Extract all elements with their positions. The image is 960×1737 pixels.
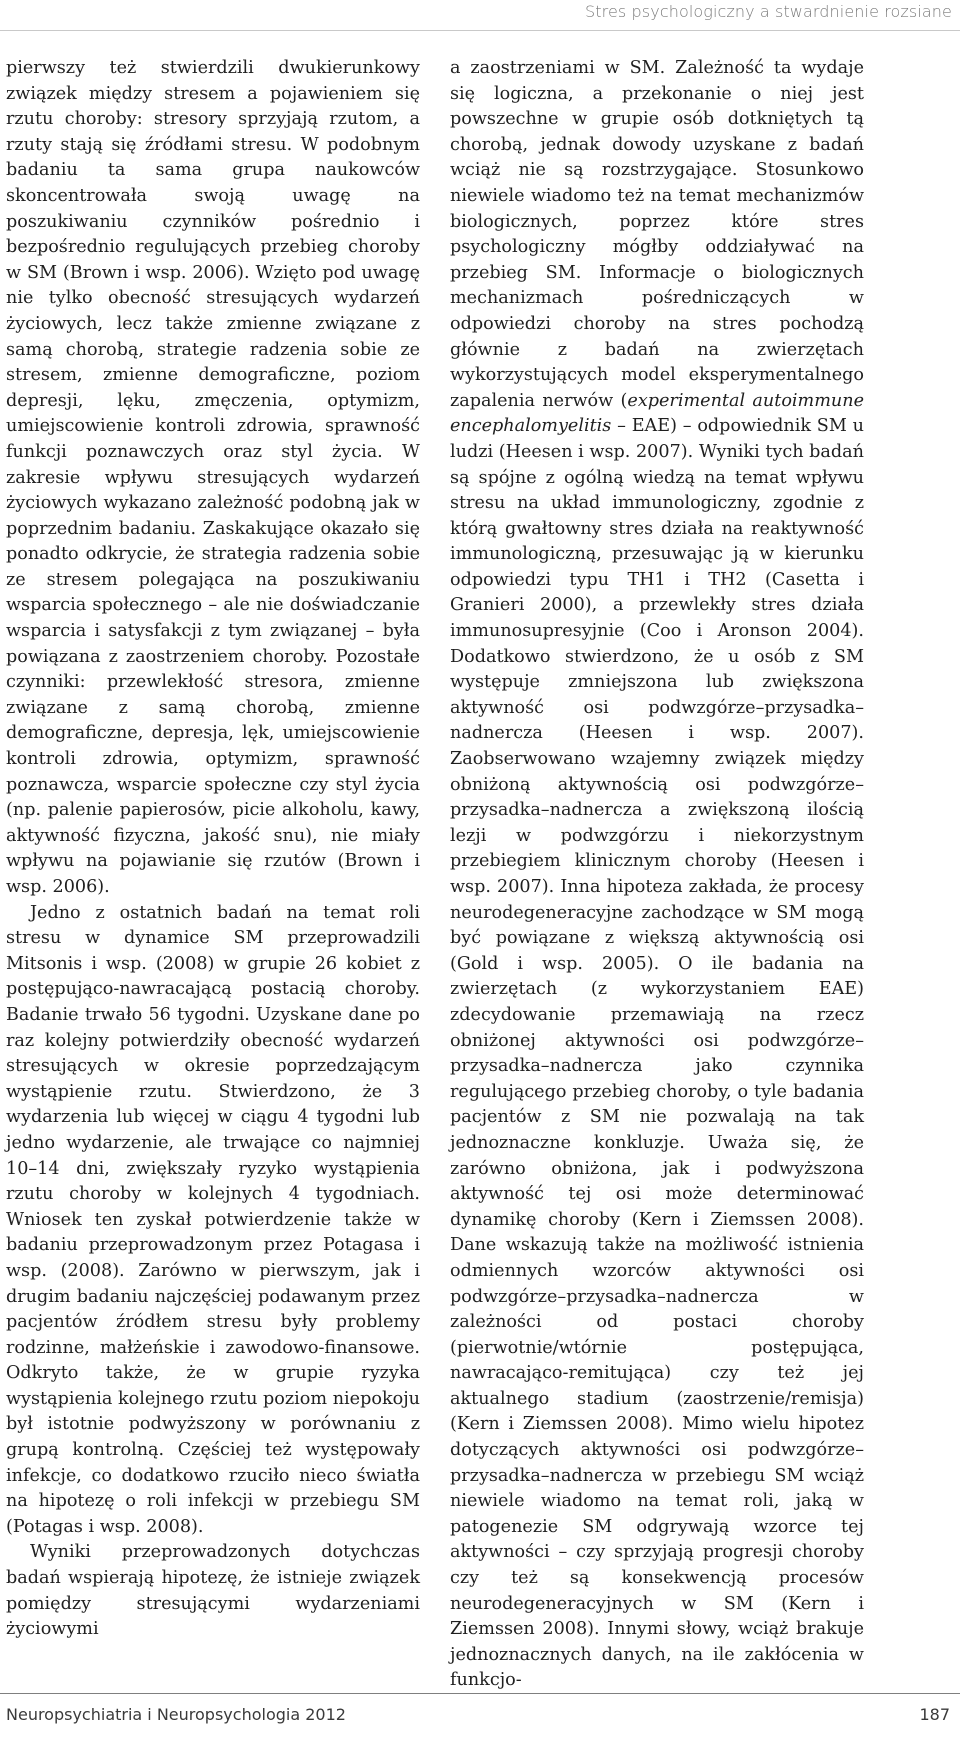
- right-column: [450, 56, 864, 1694]
- left-paragraph-1: pierwszy też stwierdzili dwukierunkowy związek między stresem a pojawieniem się rzutu choroby: stresory sprzyjają rzutom, a rzuty stają się źródłami stresu. W podobnym badaniu ta sama grupa naukowców skoncentrowała swoją uwagę na poszukiwaniu czynników pośrednio i bezpośrednio regulujących przebieg choroby w SM (Brown i wsp. 2006). Wzięto pod uwagę nie tylko obecność stresujących wydarzeń życiowych, lecz także zmienne związane z samą chorobą, strategie radzenia sobie ze stresem, zmienne demograficzne, poziom depresji, lęku, zmęczenia, optymizm, umiejscowienie kontroli zdrowia, sprawność funkcji poznawczych oraz styl życia. W zakresie wpływu stresujących wydarzeń życiowych wykazano zależność podobną jak w poprzednim badaniu. Zaskakujące okazało się ponadto odkrycie, że strategia radzenia sobie ze stresem polegająca na poszukiwaniu wsparcia społecznego – ale nie doświadczanie wsparcia i satysfakcji z tym związanej – była powiązana z zaostrzeniem choroby. Pozostałe czynniki: przewlekłość stresora, zmienne związane z samą chorobą, zmienne demograficzne, depresja, lęk, umiejscowienie kontroli zdrowia, optymizm, sprawność poznawcza, wsparcie społeczne czy styl życia (np. palenie papierosów, picie alkoholu, kawy, aktywność fizyczna, jakość snu), nie miały wpływu na pojawianie się rzutów (Brown i wsp. 2006).: [6, 58, 420, 897]
- running-title: Stres psychologiczny a stwardnienie rozsiane: [585, 2, 952, 21]
- footer-divider: [0, 1693, 960, 1694]
- left-column: [6, 56, 420, 1643]
- right-paragraph-1: [450, 56, 864, 1694]
- right-text-part-a: a zaostrzeniami w SM. Zależność ta wydaje się logiczna, a przekonanie o niej jest powszechne w grupie osób dotkniętych tą chorobą, jednak dowody uzyskane z badań wciąż nie są rozstrzygające. Stosunkowo niewiele wiadomo też na temat mechanizmów biologicznych, poprzez które stres psychologiczny mógłby oddziaływać na przebieg SM. Informacje o biologicznych mechanizmach pośredniczących w odpowiedzi choroby na stres pochodzą głównie z badań na zwierzętach wykorzystujących model eksperymentalnego zapalenia nerwów (: [450, 58, 864, 411]
- header-divider: [0, 30, 960, 31]
- journal-name: Neuropsychiatria i Neuropsychologia 2012: [6, 1705, 346, 1724]
- right-text-italic-term: experimental autoimmune encephalomyelitis: [450, 390, 864, 437]
- page-number: 187: [919, 1705, 950, 1724]
- left-paragraph-2: Jedno z ostatnich badań na temat roli stresu w dynamice SM przeprowadzili Mitsonis i wsp. (2008) w grupie 26 kobiet z postępująco-nawracającą postacią choroby. Badanie trwało 56 tygodni. Uzyskane dane po raz kolejny potwierdziły obecność wydarzeń stresujących w okresie poprzedzającym wystąpienie rzutu. Stwierdzono, że 3 wydarzenia lub więcej w ciągu 4 tygodni lub jedno wydarzenie, ale trwające co najmniej 10–14 dni, zwiększały ryzyko wystąpienia rzutu choroby w kolejnych 4 tygodniach. Wniosek ten zyskał potwierdzenie także w badaniu przeprowadzonym przez Potagasa i wsp. (2008). Zarówno w pierwszym, jak i drugim badaniu najczęściej podawanym przez pacjentów źródłem stresu były problemy rodzinne, małżeńskie i zawodowo-finansowe. Odkryto także, że w grupie ryzyka wystąpienia kolejnego rzutu poziom niepokoju był istotnie podwyższony w porównaniu z grupą kontrolną. Częściej też występowały infekcje, co dodatkowo rzuciło nieco światła na hipotezę o roli infekcji w przebiegu SM (Potagas i wsp. 2008).: [6, 902, 420, 1537]
- left-paragraph-3: Wyniki przeprowadzonych dotychczas badań wspierają hipotezę, że istnieje związek pomiędzy stresującymi wydarzeniami życiowymi: [6, 1542, 420, 1640]
- right-text-part-b: – EAE) – odpowiednik SM u ludzi (Heesen i wsp. 2007). Wyniki tych badań są spójne z ogólną wiedzą na temat wpływu stresu na układ immunologiczny, zgodnie z którą gwałtowny stres działa na reaktywność immunologiczną, przesuwając ją w kierunku odpowiedzi typu TH1 i TH2 (Casetta i Granieri 2000), a przewlekły stres działa immunosupresyjnie (Coo i Aronson 2004). Dodatkowo stwierdzono, że u osób z SM występuje zmniejszona lub zwiększona aktywność osi podwzgórze–przysadka–nadnercza (Heesen i wsp. 2007). Zaobserwowano wzajemny związek między obniżoną aktywnością osi podwzgórze–przysadka–nadnercza a zwiększoną ilością lezji w podwzgórzu i niekorzystnym przebiegiem klinicznym choroby (Heesen i wsp. 2007). Inna hipoteza zakłada, że procesy neurodegeneracyjne zachodzące w SM mogą być powiązane z większą aktywnością osi (Gold i wsp. 2005). O ile badania na zwierzętach (z wykorzystaniem EAE) zdecydowanie przemawiają na rzecz obniżonej aktywności osi podwzgórze–przysadka–nadnercza jako czynnika regulującego przebieg choroby, o tyle badania pacjentów z SM nie pozwalają na tak jednoznaczne konkluzje. Uważa się, że zarówno obniżona, jak i podwyższona aktywność tej osi może determinować dynamikę choroby (Kern i Ziemssen 2008). Dane wskazują także na możliwość istnienia odmiennych wzorców aktywności osi podwzgórze–przysadka–nadnercza w zależności od postaci choroby (pierwotnie/wtórnie postępująca, nawracająco-remitująca) czy też jej aktualnego stadium (zaostrzenie/remisja) (Kern i Ziemssen 2008). Mimo wielu hipotez dotyczących aktywności osi podwzgórze–przysadka–nadnercza w przebiegu SM wciąż niewiele wiadomo na temat roli, jaką w patogenezie SM odgrywają wzorce tej aktywności – czy sprzyjają progresji choroby czy też są konsekwencją procesów neurodegeneracyjnych w SM (Kern i Ziemssen 2008). Innymi słowy, wciąż brakuje jednoznacznych danych, na ile zakłócenia w funkcjo-: [450, 416, 864, 1691]
